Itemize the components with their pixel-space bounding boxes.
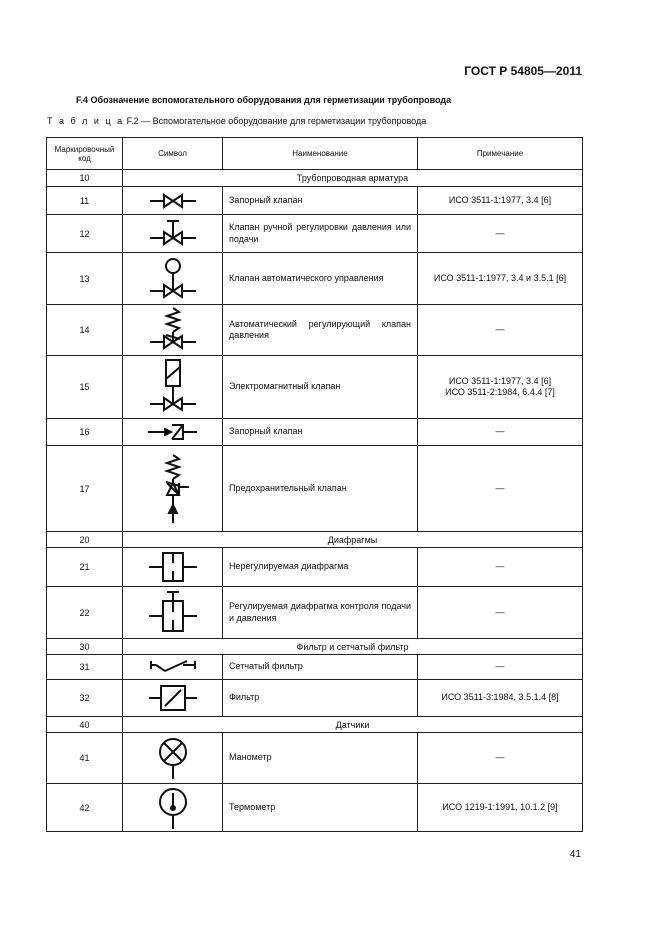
table-row xyxy=(47,253,583,305)
note-cell: — xyxy=(418,305,583,356)
table-row xyxy=(47,548,583,587)
safety-valve-icon xyxy=(143,449,203,529)
table-row xyxy=(47,655,583,680)
name-cell: Клапан ручной регулировки давления или подачи xyxy=(223,215,418,253)
note-cell: ИСО 3511-1:1977, 3.4 и 3.5.1 [6] xyxy=(418,253,583,305)
code-cell: 30 xyxy=(47,639,123,655)
code-cell: 13 xyxy=(47,253,123,305)
code-cell: 20 xyxy=(47,532,123,548)
name-cell: Фильтр xyxy=(223,680,418,717)
name-cell: Сетчатый фильтр xyxy=(223,655,418,680)
name-cell: Предохранительный клапан xyxy=(223,446,418,532)
pressure-gauge-icon xyxy=(143,734,203,782)
symbol-cell xyxy=(123,215,223,253)
table-row xyxy=(47,419,583,446)
table-row xyxy=(47,356,583,419)
automatic-control-valve-icon xyxy=(143,255,203,303)
group-title: Трубопроводная арматура xyxy=(123,170,583,187)
thermometer-icon xyxy=(143,785,203,831)
symbol-cell xyxy=(123,419,223,446)
page-number: 41 xyxy=(569,849,581,860)
name-cell: Электромагнитный клапан xyxy=(223,356,418,419)
note-cell: — xyxy=(418,548,583,587)
check-valve-icon xyxy=(143,420,203,444)
code-cell: 10 xyxy=(47,170,123,187)
name-cell: Запорный клапан xyxy=(223,187,418,215)
note-cell xyxy=(418,356,583,419)
code-cell: 21 xyxy=(47,548,123,587)
equipment-table xyxy=(46,137,583,832)
table-row xyxy=(47,733,583,784)
group-row xyxy=(47,532,583,548)
code-cell: 40 xyxy=(47,717,123,733)
symbol-cell xyxy=(123,655,223,680)
note-cell: ИСО 1219-1:1991, 10.1.2 [9] xyxy=(418,784,583,832)
note-line: ИСО 3511-2:1984, 6.4.4 [7] xyxy=(445,387,555,397)
strainer-icon xyxy=(143,656,203,678)
code-cell: 31 xyxy=(47,655,123,680)
name-cell: Запорный клапан xyxy=(223,419,418,446)
symbol-cell xyxy=(123,680,223,717)
adjustable-orifice-icon xyxy=(143,589,203,637)
name-cell: Нерегулируемая диафрагма xyxy=(223,548,418,587)
standard-number: ГОСТ Р 54805—2011 xyxy=(464,64,582,78)
code-cell: 12 xyxy=(47,215,123,253)
section-title: F.4 Обозначение вспомогательного оборудования для герметизации трубопровода xyxy=(76,95,452,105)
code-cell: 15 xyxy=(47,356,123,419)
table-caption-text: F.2 — Вспомогательное оборудование для герметизации трубопровода xyxy=(126,116,427,126)
name-cell: Термометр xyxy=(223,784,418,832)
note-cell: — xyxy=(418,655,583,680)
code-cell: 32 xyxy=(47,680,123,717)
table-row xyxy=(47,587,583,639)
symbol-cell xyxy=(123,784,223,832)
note-cell: — xyxy=(418,215,583,253)
header-code: Маркировочный код xyxy=(47,138,123,170)
table-caption xyxy=(47,116,426,126)
name-cell: Автоматический регулирующий клапан давления xyxy=(223,305,418,356)
group-row xyxy=(47,639,583,655)
header-symbol: Символ xyxy=(123,138,223,170)
note-cell: — xyxy=(418,733,583,784)
manual-control-valve-icon xyxy=(143,217,203,251)
symbol-cell xyxy=(123,548,223,587)
group-title: Датчики xyxy=(123,717,583,733)
name-cell: Регулируемая диафрагма контроля подачи и давления xyxy=(223,587,418,639)
table-row xyxy=(47,446,583,532)
note-cell: — xyxy=(418,587,583,639)
fixed-orifice-icon xyxy=(143,549,203,585)
table-caption-prefix: Т а б л и ц а xyxy=(47,116,125,126)
group-title: Диафрагмы xyxy=(123,532,583,548)
name-cell: Клапан автоматического управления xyxy=(223,253,418,305)
header-note: Примечание xyxy=(418,138,583,170)
table-row xyxy=(47,680,583,717)
note-line: ИСО 3511-1:1977, 3.4 [6] xyxy=(448,375,552,386)
note-cell: — xyxy=(418,419,583,446)
name-cell: Манометр xyxy=(223,733,418,784)
symbol-cell xyxy=(123,587,223,639)
code-cell: 17 xyxy=(47,446,123,532)
table-header-row xyxy=(47,138,583,170)
code-cell: 41 xyxy=(47,733,123,784)
symbol-cell xyxy=(123,305,223,356)
table-row xyxy=(47,215,583,253)
code-cell: 14 xyxy=(47,305,123,356)
note-cell: ИСО 3511-3:1984, 3.5.1.4 [8] xyxy=(418,680,583,717)
group-row xyxy=(47,170,583,187)
note-cell: — xyxy=(418,446,583,532)
symbol-cell xyxy=(123,733,223,784)
symbol-cell xyxy=(123,187,223,215)
code-cell: 42 xyxy=(47,784,123,832)
header-name: Наименование xyxy=(223,138,418,170)
table-row xyxy=(47,784,583,832)
shutoff-valve-icon xyxy=(143,188,203,214)
symbol-cell xyxy=(123,253,223,305)
group-title: Фильтр и сетчатый фильтр xyxy=(123,639,583,655)
code-cell: 16 xyxy=(47,419,123,446)
code-cell: 22 xyxy=(47,587,123,639)
group-row xyxy=(47,717,583,733)
note-cell: ИСО 3511-1:1977, 3.4 [6] xyxy=(418,187,583,215)
symbol-cell xyxy=(123,356,223,419)
code-cell: 11 xyxy=(47,187,123,215)
table-row xyxy=(47,305,583,356)
solenoid-valve-icon xyxy=(143,357,203,417)
symbol-cell xyxy=(123,446,223,532)
filter-icon xyxy=(143,681,203,715)
table-row xyxy=(47,187,583,215)
automatic-regulating-valve-icon xyxy=(143,306,203,354)
